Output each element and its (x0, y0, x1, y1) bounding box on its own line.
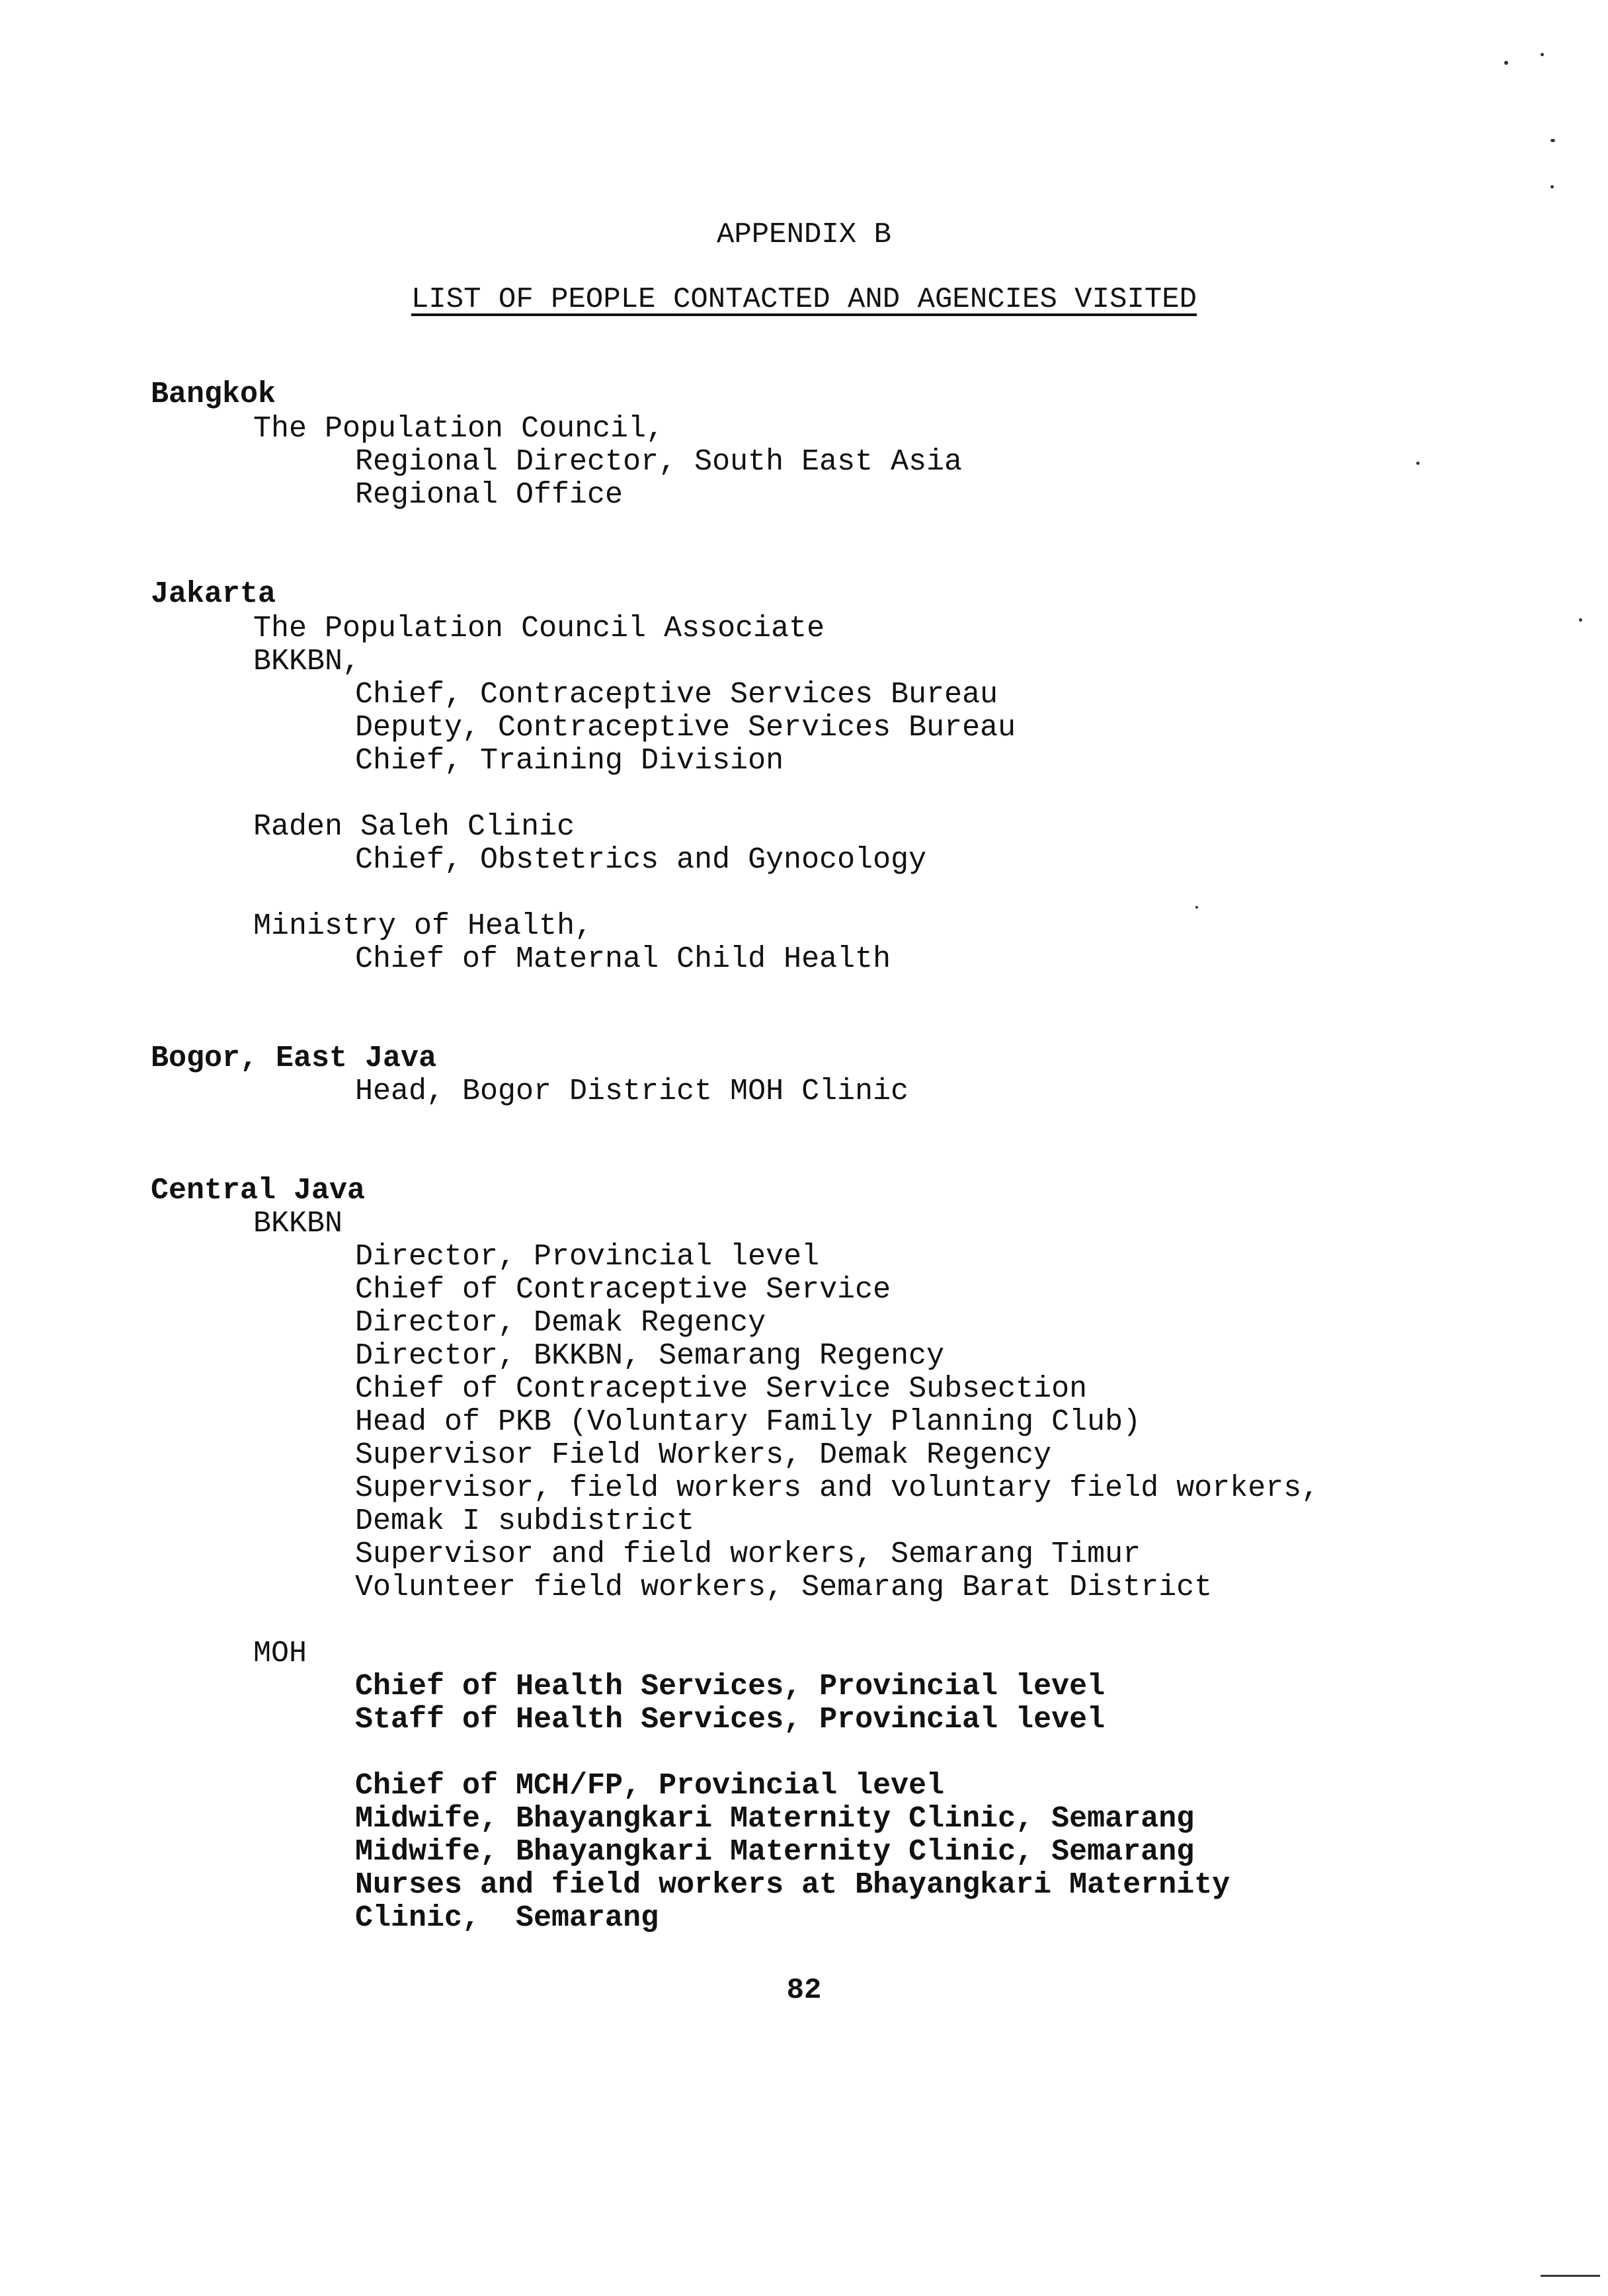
page-title (0, 283, 1608, 316)
list-item: Chief of MCH/FP, Provincial level (355, 1769, 945, 1803)
list-item: Chief, Obstetrics and Gynocology (355, 843, 927, 877)
scan-speck (1541, 2275, 1600, 2277)
list-item: Supervisor, field workers and voluntary field workers, (355, 1471, 1320, 1505)
section-heading-bangkok: Bangkok (151, 378, 276, 411)
org-raden-saleh-clinic: Raden Saleh Clinic (253, 810, 575, 844)
list-item: Supervisor and field workers, Semarang Timur (355, 1538, 1141, 1571)
list-item: Chief, Training Division (355, 744, 784, 778)
list-item: Deputy, Contraceptive Services Bureau (355, 711, 1016, 745)
list-item: Head of PKB (Voluntary Family Planning Club) (355, 1405, 1141, 1439)
list-item: Supervisor Field Workers, Demak Regency (355, 1438, 1052, 1472)
org-population-council-associate: The Population Council Associate (253, 612, 825, 645)
list-item: Nurses and field workers at Bhayangkari Maternity (355, 1868, 1230, 1902)
scan-speck (1550, 185, 1554, 188)
org-ministry-of-health: Ministry of Health, (253, 909, 593, 943)
appendix-heading: APPENDIX B (716, 218, 892, 251)
scan-speck (1579, 618, 1582, 622)
scan-speck (1195, 906, 1198, 909)
scan-speck (1504, 61, 1508, 65)
list-item: Demak I subdistrict (355, 1504, 695, 1538)
list-item: Clinic, Semarang (355, 1901, 659, 1935)
scan-speck (1550, 139, 1555, 142)
list-item: Director, Demak Regency (355, 1306, 766, 1340)
section-heading-bogor: Bogor, East Java (151, 1042, 437, 1075)
org-population-council: The Population Council, (253, 412, 664, 446)
list-item: Volunteer field workers, Semarang Barat District (355, 1571, 1213, 1604)
org-bkkbn: BKKBN, (253, 645, 361, 678)
list-item: Regional Office (355, 478, 623, 512)
org-bkkbn-central: BKKBN (253, 1207, 343, 1241)
list-item: Director, Provincial level (355, 1240, 820, 1274)
page-number: 82 (786, 1974, 822, 2007)
org-moh: MOH (253, 1637, 307, 1670)
list-item: Staff of Health Services, Provincial level (355, 1703, 1106, 1737)
page-title-text: LIST OF PEOPLE CONTACTED AND AGENCIES VISITED (411, 283, 1197, 316)
list-item: Head, Bogor District MOH Clinic (355, 1075, 909, 1108)
list-item: Chief of Contraceptive Service Subsection (355, 1372, 1088, 1406)
section-heading-central-java: Central Java (151, 1174, 366, 1208)
list-item: Midwife, Bhayangkari Maternity Clinic, Semarang (355, 1835, 1195, 1869)
list-item: Chief of Maternal Child Health (355, 942, 891, 976)
list-item: Chief of Contraceptive Service (355, 1273, 891, 1307)
scan-speck (1541, 53, 1544, 56)
list-item: Director, BKKBN, Semarang Regency (355, 1339, 945, 1373)
scan-speck (1416, 462, 1420, 465)
list-item: Midwife, Bhayangkari Maternity Clinic, Semarang (355, 1802, 1195, 1836)
list-item: Regional Director, South East Asia (355, 445, 963, 479)
section-heading-jakarta: Jakarta (151, 577, 276, 611)
list-item: Chief of Health Services, Provincial level (355, 1670, 1106, 1703)
list-item: Chief, Contraceptive Services Bureau (355, 678, 998, 712)
